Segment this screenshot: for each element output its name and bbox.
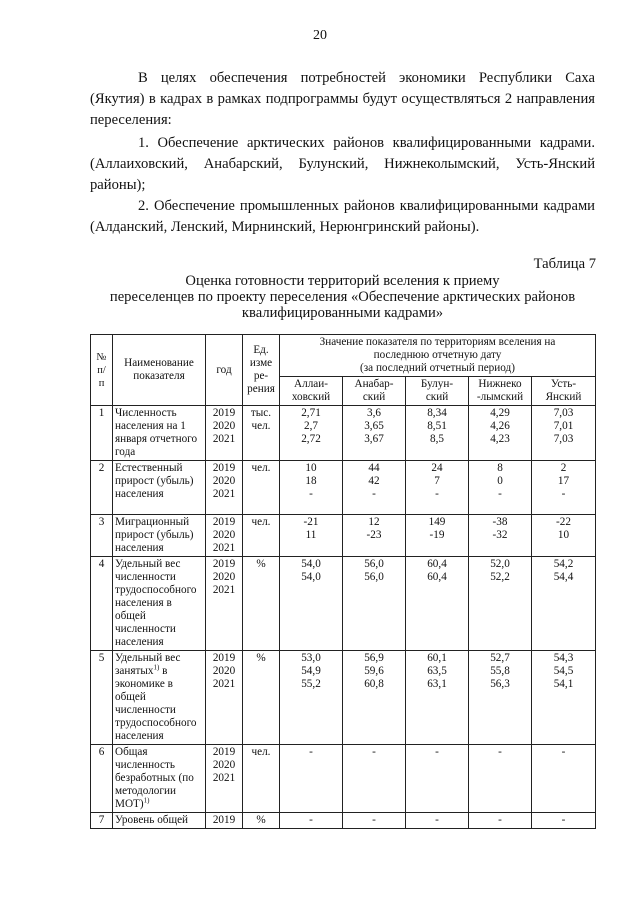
row-years	[206, 745, 243, 813]
value: 7,03	[553, 433, 574, 445]
row-years: 2019	[206, 813, 243, 829]
year-value: 2019	[212, 516, 236, 528]
header-name: Наименование показателя	[113, 335, 206, 406]
header-district	[532, 377, 596, 406]
year-value: 2020	[212, 529, 236, 541]
year-value: 2021	[212, 433, 236, 445]
row-unit: %	[243, 813, 280, 829]
value: 2,71	[301, 407, 321, 419]
table-row	[91, 651, 596, 745]
cell-value: -	[280, 813, 343, 829]
value: 7	[434, 475, 440, 487]
unit-line: тыс.	[250, 407, 272, 419]
cell-value	[280, 461, 343, 515]
cell-value	[406, 557, 469, 651]
row-years	[206, 515, 243, 557]
district-line: ховский	[291, 391, 331, 403]
year-value: 2020	[212, 420, 236, 432]
header-group-line: последнюю отчетную дату	[373, 349, 502, 361]
row-years	[206, 651, 243, 745]
row-num: 5	[91, 651, 113, 745]
table-row	[91, 515, 596, 557]
year-value: 2021	[212, 488, 236, 500]
year-value: 2019	[212, 462, 236, 474]
row-indicator	[113, 651, 206, 745]
row-unit	[243, 406, 280, 461]
row-unit: чел.	[243, 515, 280, 557]
value: -22	[556, 516, 571, 528]
header-district	[406, 377, 469, 406]
value: 24	[431, 462, 443, 474]
row-indicator: Естественный прирост (убыль) населения	[113, 461, 206, 515]
value: 63,1	[427, 678, 447, 690]
header-group-line: Значение показателя по территориям вселения на	[319, 336, 556, 348]
cell-value: -	[343, 813, 406, 829]
readiness-table	[90, 334, 596, 829]
cell-value: -	[532, 813, 596, 829]
district-line: ский	[425, 391, 449, 403]
cell-value: -	[469, 745, 532, 813]
indicator-text: в экономике в общей численности трудоспособного населения	[115, 665, 197, 742]
row-num: 2	[91, 461, 113, 515]
value: 53,0	[301, 652, 321, 664]
value: 17	[557, 475, 570, 487]
year-value: 2019	[212, 558, 236, 570]
table-row	[91, 461, 596, 515]
value: 10	[557, 529, 570, 541]
row-years	[206, 557, 243, 651]
cell-value	[343, 651, 406, 745]
table-label: Таблица 7	[533, 256, 596, 272]
cell-value	[469, 557, 532, 651]
value: 60,8	[364, 678, 384, 690]
value: 54,2	[553, 558, 574, 570]
district-line: ский	[362, 391, 386, 403]
indicator-text: Общая численность безработных (по методологии МОТ)	[115, 746, 194, 810]
row-unit: чел.	[243, 461, 280, 515]
value: -	[309, 488, 313, 500]
district-line: Булун-	[420, 378, 454, 390]
cell-value	[280, 515, 343, 557]
value: 55,8	[490, 665, 510, 677]
value: 8,34	[427, 407, 447, 419]
header-unit-line: ре-	[253, 370, 269, 382]
cell-value: -	[406, 745, 469, 813]
value: 52,2	[490, 571, 510, 583]
row-num: 3	[91, 515, 113, 557]
cell-value	[406, 515, 469, 557]
cell-value	[469, 461, 532, 515]
cell-value	[532, 515, 596, 557]
header-unit	[243, 335, 280, 406]
direction-2-paragraph: 2. Обеспечение промышленных районов квалифицированными кадрами (Алданский, Ленский, Мирнинский, Нерюнгринский районы).	[90, 198, 595, 235]
value: 10	[305, 462, 317, 474]
header-group-line: (за последний отчетный период)	[360, 362, 515, 374]
row-unit: чел.	[243, 745, 280, 813]
value: -	[561, 488, 566, 500]
year-value: 2020	[212, 475, 236, 487]
value: 0	[497, 475, 503, 487]
value: 11	[305, 529, 317, 541]
value: 56,3	[490, 678, 510, 690]
value: 54,0	[301, 558, 321, 570]
year-value: 2021	[212, 678, 236, 690]
header-num-line: №	[96, 351, 107, 363]
value: 56,0	[364, 571, 384, 583]
value: -32	[492, 529, 508, 541]
value: 60,4	[427, 571, 447, 583]
value: 60,4	[427, 558, 447, 570]
year-value: 2019	[212, 746, 236, 758]
cell-value	[406, 406, 469, 461]
value: 4,29	[490, 407, 510, 419]
table-caption	[90, 273, 595, 321]
value: 8,51	[427, 420, 447, 432]
row-num: 1	[91, 406, 113, 461]
unit-line: чел.	[251, 420, 271, 432]
table-header-row	[91, 335, 596, 377]
intro-paragraph: В целях обеспечения потребностей экономики Республики Саха (Якутия) в кадрах в рамках подпрограммы будут осуществляться 2 направления переселения:	[90, 70, 595, 128]
cell-value	[532, 406, 596, 461]
table-row	[91, 745, 596, 813]
value: 63,5	[427, 665, 447, 677]
cell-value	[532, 461, 596, 515]
direction-1-paragraph: 1. Обеспечение арктических районов квалифицированными кадрами. (Аллаиховский, Анабарский, Булунский, Нижнеколымский, Усть-Янский районы);	[90, 135, 595, 193]
year-value: 2020	[212, 759, 236, 771]
value: 54,0	[301, 571, 321, 583]
value: 52,7	[490, 652, 510, 664]
value: 52,0	[490, 558, 510, 570]
cell-value	[406, 461, 469, 515]
value: 54,1	[553, 678, 574, 690]
value: -38	[492, 516, 508, 528]
value: 3,6	[367, 407, 381, 419]
value: 44	[368, 462, 380, 474]
cell-value	[469, 406, 532, 461]
row-years	[206, 406, 243, 461]
cell-value	[532, 651, 596, 745]
cell-value	[343, 406, 406, 461]
value: 149	[428, 516, 446, 528]
cell-value: -	[469, 813, 532, 829]
year-value: 2021	[212, 772, 236, 784]
district-line: Усть-	[550, 378, 577, 390]
row-indicator: Удельный вес численности трудоспособного населения в общей численности населения	[113, 557, 206, 651]
cell-value	[343, 461, 406, 515]
row-unit: %	[243, 557, 280, 651]
value: 4,26	[490, 420, 510, 432]
header-district	[343, 377, 406, 406]
row-num: 4	[91, 557, 113, 651]
value: 60,1	[427, 652, 447, 664]
value: 56,0	[364, 558, 384, 570]
value: 2,72	[301, 433, 321, 445]
header-unit-line: изме	[249, 357, 273, 369]
cell-value	[343, 515, 406, 557]
caption-line: Оценка готовности территорий вселения к приему	[185, 273, 500, 289]
value: 18	[305, 475, 317, 487]
value: 3,67	[364, 433, 384, 445]
cell-value	[343, 557, 406, 651]
footnote-mark: 1)	[143, 796, 150, 805]
cell-value: -	[280, 745, 343, 813]
value: 4,23	[490, 433, 510, 445]
value: 12	[368, 516, 380, 528]
value: 8,5	[430, 433, 444, 445]
year-value: 2019	[212, 652, 236, 664]
year-value: 2020	[212, 571, 236, 583]
district-line: Янский	[545, 391, 582, 403]
cell-value	[532, 557, 596, 651]
row-indicator	[113, 745, 206, 813]
page-number: 20	[313, 28, 327, 43]
value: -21	[303, 516, 319, 528]
value: 7,01	[553, 420, 574, 432]
cell-value: -	[406, 813, 469, 829]
value: -	[498, 488, 502, 500]
header-district	[469, 377, 532, 406]
value: 2,7	[304, 420, 318, 432]
cell-value: -	[343, 745, 406, 813]
value: 56,9	[364, 652, 384, 664]
value: -19	[429, 529, 445, 541]
header-unit-line: Ед.	[253, 344, 269, 356]
table-row	[91, 813, 596, 829]
cell-value	[469, 515, 532, 557]
caption-line: переселенцев по проекту переселения «Обеспечение арктических районов	[109, 289, 576, 305]
value: 54,3	[553, 652, 574, 664]
cell-value: -	[532, 745, 596, 813]
value: 54,9	[301, 665, 321, 677]
district-line: -лымский	[476, 391, 524, 403]
header-unit-line: рения	[247, 383, 275, 395]
row-num: 6	[91, 745, 113, 813]
year-value: 2019	[212, 407, 236, 419]
row-indicator: Численность населения на 1 января отчетного года	[113, 406, 206, 461]
value: 42	[368, 475, 380, 487]
cell-value	[406, 651, 469, 745]
district-line: Аллаи-	[294, 378, 328, 390]
district-line: Нижнеко	[478, 378, 522, 390]
value: 55,2	[301, 678, 321, 690]
header-district	[280, 377, 343, 406]
indicator-text: Удельный вес занятых	[115, 652, 181, 677]
year-value: 2020	[212, 665, 236, 677]
cell-value	[280, 406, 343, 461]
header-year: год	[206, 335, 243, 406]
year-value: 2021	[212, 584, 236, 596]
cell-value	[280, 557, 343, 651]
header-group	[280, 335, 596, 377]
caption-line: квалифицированными кадрами»	[241, 305, 444, 321]
header-num-line: п	[98, 377, 105, 389]
value: -	[435, 488, 439, 500]
value: 54,5	[553, 665, 574, 677]
value: -23	[366, 529, 382, 541]
table-row	[91, 406, 596, 461]
value: -	[372, 488, 376, 500]
value: 2	[560, 462, 567, 474]
header-num-line: п/	[97, 364, 106, 376]
header-num	[91, 335, 113, 406]
value: 8	[497, 462, 503, 474]
value: 3,65	[364, 420, 384, 432]
row-indicator: Уровень общей	[113, 813, 206, 829]
cell-value	[469, 651, 532, 745]
row-years	[206, 461, 243, 515]
footnote-mark: 1)	[153, 663, 160, 672]
row-indicator: Миграционный прирост (убыль) населения	[113, 515, 206, 557]
value: 7,03	[553, 407, 574, 419]
year-value: 2021	[212, 542, 236, 554]
row-num: 7	[91, 813, 113, 829]
table-row	[91, 557, 596, 651]
value: 54,4	[553, 571, 574, 583]
value: 59,6	[364, 665, 384, 677]
row-unit: %	[243, 651, 280, 745]
district-line: Анабар-	[354, 378, 394, 390]
cell-value	[280, 651, 343, 745]
